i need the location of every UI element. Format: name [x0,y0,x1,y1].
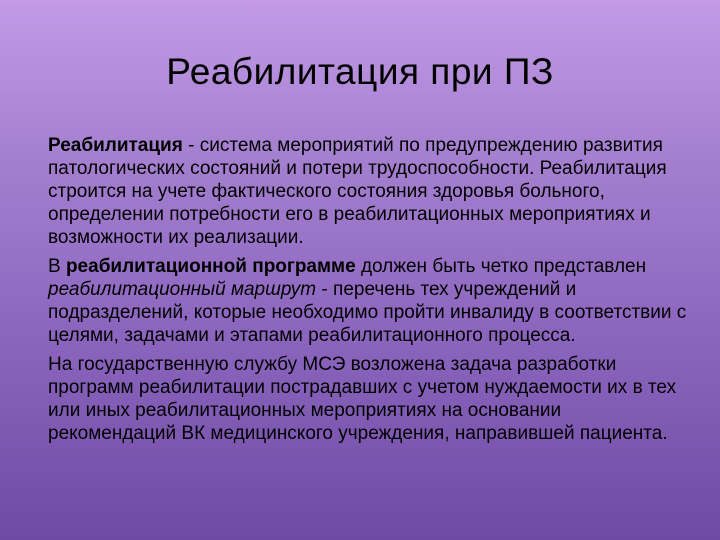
definition-text: - система мероприятий по предупреждению развития патологических состояний и потери трудоспособности. Реабилитация строится на учете фактического состояния здоровья больного, определении потребности его в реабилитационных мероприятиях и возможности их реализации. [48,135,667,248]
program-text: - перечень тех учреждений и подразделений, которые необходимо пройти инвалиду в соответствии с целями, задачами и этапами реабилитационного процесса. [48,279,687,346]
mse-text: На государственную службу МСЭ возложена задача разработки программ реабилитации пострадавших с учетом нуждаемости их в тех или иных реабилитационных мероприятиях на основании рекомендаций ВК медицинского учреждения, направившей пациента. [48,354,677,444]
term-rehabilitation: Реабилитация [48,135,183,156]
paragraph-program [48,255,688,347]
paragraph-definition [48,134,688,249]
term-rehab-program: реабилитационной программе [65,256,356,277]
term-rehab-route: реабилитационный маршрут [48,279,317,300]
program-mid: должен быть четко представлен [355,256,647,277]
slide-title: Реабилитация при ПЗ [166,51,554,92]
paragraph-mse [48,353,688,445]
program-lead: В [48,256,66,277]
slide-body [48,134,688,451]
